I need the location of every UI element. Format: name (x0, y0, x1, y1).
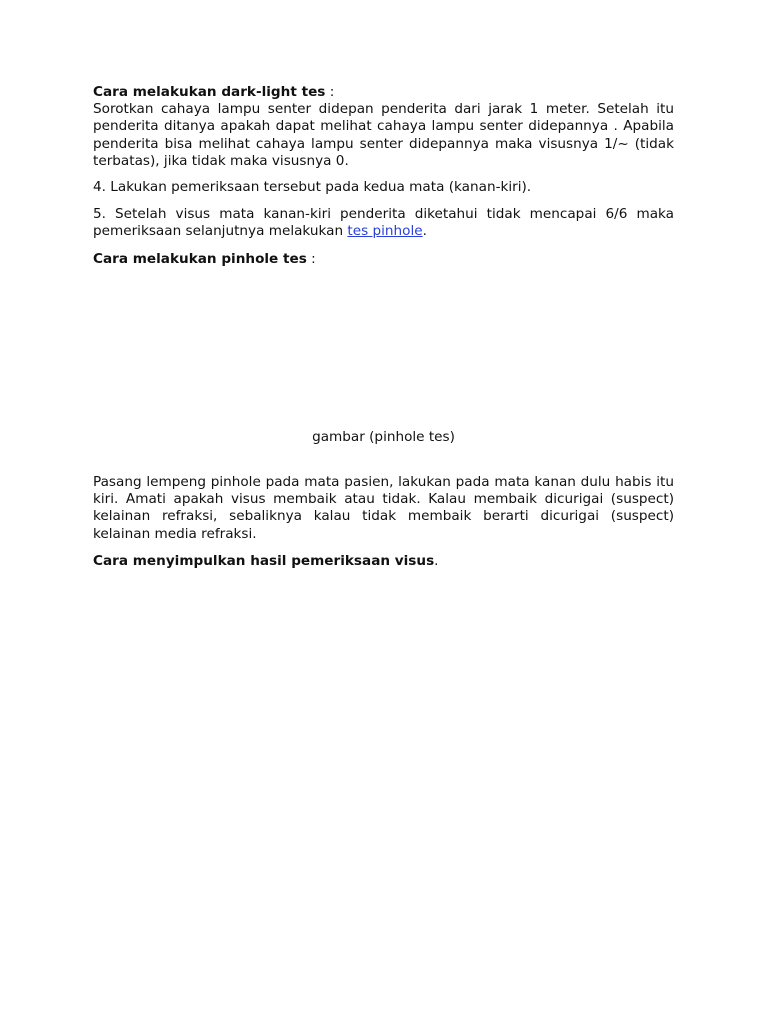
document-page (93, 84, 674, 570)
pinhole-paragraph: Pasang lempeng pinhole pada mata pasien, lakukan pada mata kanan dulu habis itu kiri. Amati apakah visus membaik atau tidak. Kalau membaik dicurigai (suspect) kelainan refraksi, sebaliknya kalau tidak membaik berarti dicurigai (suspect) kelainan media refraksi. (93, 474, 674, 542)
pinhole-heading: Cara melakukan pinhole tes (93, 250, 307, 267)
dark-light-heading-suffix: : (325, 84, 335, 100)
conclusion-heading: Cara menyimpulkan hasil pemeriksaan visus (93, 552, 435, 569)
dark-light-heading: Cara melakukan dark-light tes (93, 84, 326, 100)
step-5-text: 5. Setelah visus mata kanan-kiri penderita diketahui tidak mencapai 6/6 maka pemeriksaan selanjutnya melakukan (93, 206, 674, 240)
conclusion-heading-line (93, 553, 674, 570)
pinhole-image-placeholder (93, 268, 674, 429)
pinhole-image-caption: gambar (pinhole tes) (312, 428, 455, 445)
pinhole-heading-suffix: : (306, 250, 316, 267)
step-5-text-end: . (422, 223, 427, 240)
dark-light-section (93, 84, 674, 170)
dark-light-paragraph: Sorotkan cahaya lampu senter didepan penderita dari jarak 1 meter. Setelah itu penderita ditanya apakah dapat melihat cahaya lampu senter didepannya . Apabila penderita bisa melihat cahaya lampu senter didepannya maka visusnya 1/~ (tidak terbatas), jika tidak maka visusnya 0. (93, 101, 674, 169)
conclusion-heading-suffix: . (434, 552, 439, 569)
step-5-paragraph (93, 206, 674, 240)
pinhole-heading-line (93, 251, 674, 268)
step-4-paragraph: 4. Lakukan pemeriksaan tersebut pada kedua mata (kanan-kiri). (93, 179, 532, 196)
tes-pinhole-link[interactable]: tes pinhole (347, 223, 423, 240)
